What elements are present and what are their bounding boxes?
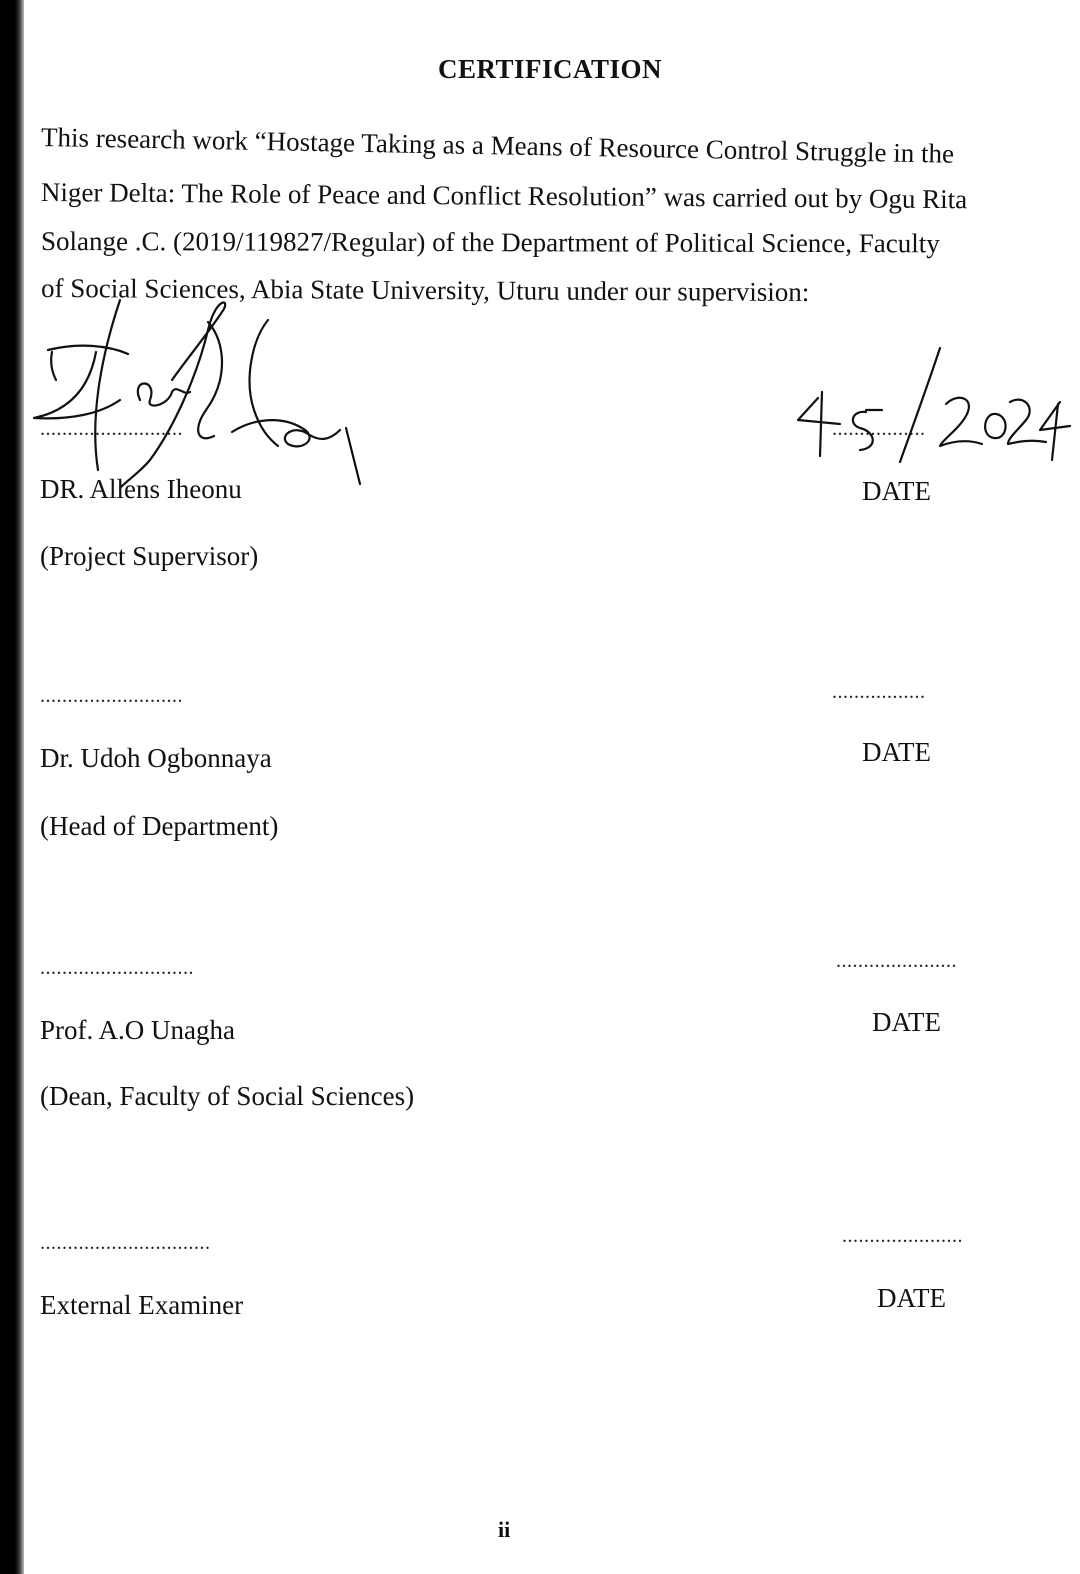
dean-name: Prof. A.O Unagha xyxy=(40,1015,235,1045)
dean-date-label: DATE xyxy=(872,1007,941,1037)
page-number: ii xyxy=(498,1517,511,1542)
examiner-date-label: DATE xyxy=(877,1283,946,1313)
examiner-signature-line: ............................... xyxy=(40,1232,211,1254)
paragraph-line: Solange .C. (2019/119827/Regular) of the Department of Political Science, Faculty xyxy=(40,226,940,259)
examiner-date-line: ...................... xyxy=(842,1225,963,1247)
paragraph-line: Niger Delta: The Role of Peace and Conflict Resolution” was carried out by Ogu Rita xyxy=(40,177,968,215)
hod-date-line: ................. xyxy=(832,681,926,703)
hod-signature-line: .......................... xyxy=(40,685,183,707)
supervisor-date-label: DATE xyxy=(862,476,931,506)
dean-role: (Dean, Faculty of Social Sciences) xyxy=(40,1081,415,1111)
dean-signature-line: ............................ xyxy=(40,957,194,979)
paragraph-line: of Social Sciences, Abia State University, Uturu under our supervision: xyxy=(40,273,810,308)
page-title: CERTIFICATION xyxy=(437,54,663,84)
hod-role: (Head of Department) xyxy=(40,811,279,841)
supervisor-date-line: ................. xyxy=(832,418,926,440)
supervisor-signature-line: .......................... xyxy=(40,418,183,440)
scan-edge-shadow xyxy=(0,0,24,1574)
paragraph-line: This research work “Hostage Taking as a Means of Resource Control Struggle in the xyxy=(40,122,955,169)
hod-date-label: DATE xyxy=(862,737,931,767)
supervisor-role: (Project Supervisor) xyxy=(40,541,259,571)
supervisor-name: DR. Allens Iheonu xyxy=(40,474,242,504)
examiner-name: External Examiner xyxy=(40,1290,244,1320)
hod-name: Dr. Udoh Ogbonnaya xyxy=(40,743,272,773)
dean-date-line: ...................... xyxy=(836,950,957,972)
